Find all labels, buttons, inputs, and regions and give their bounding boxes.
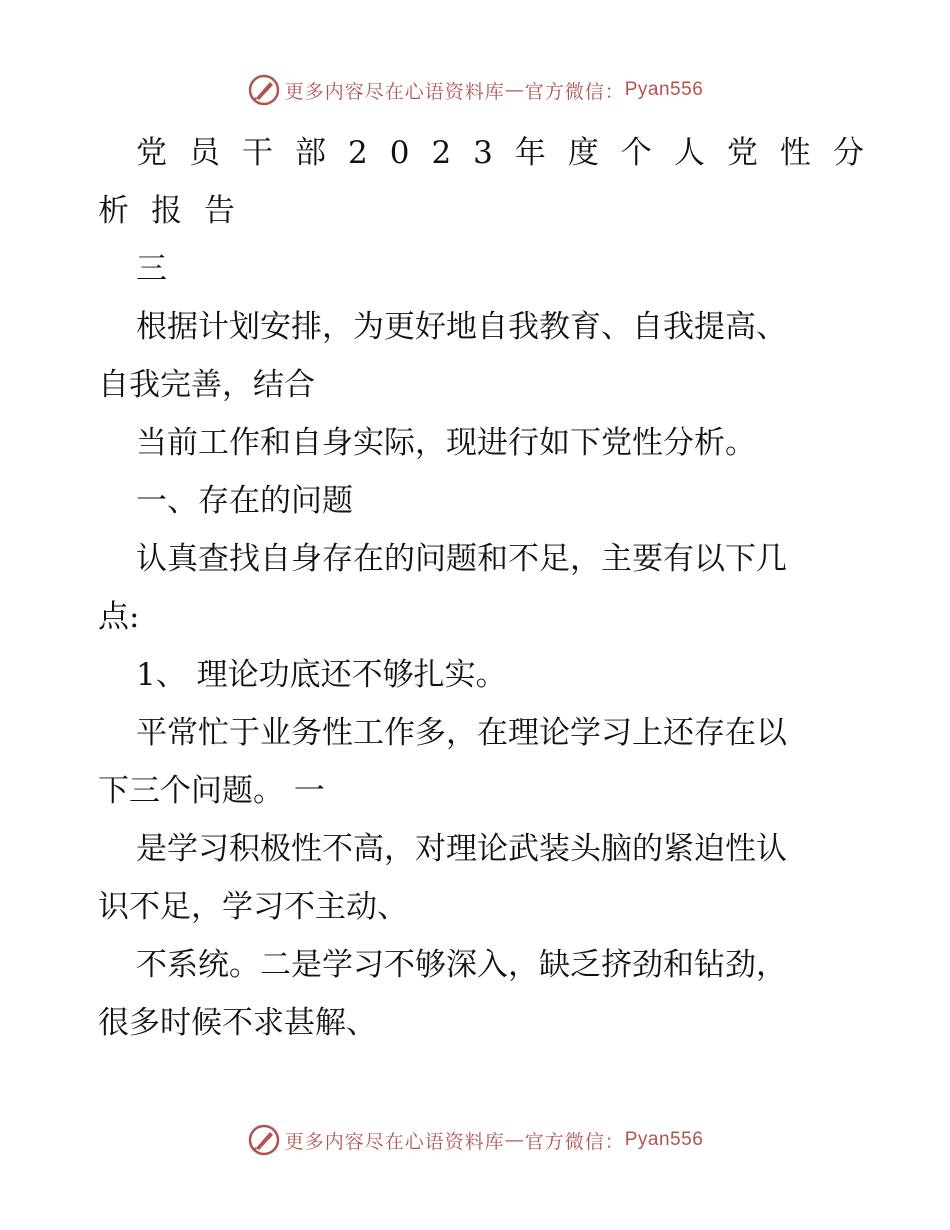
paragraph-line: 当前工作和自身实际，现进行如下党性分析。 <box>136 425 756 461</box>
section-heading: 一、存在的问题 <box>136 483 353 519</box>
document-title-line-1: 党员干部2023年度个人党性分 <box>136 135 886 171</box>
paragraph-line: 根据计划安排，为更好地自我教育、自我提高、 <box>136 309 787 345</box>
paragraph-line: 认真查找自身存在的问题和不足，主要有以下几 <box>136 541 787 577</box>
document-subtitle: 三 <box>136 251 167 287</box>
paragraph-line: 不系统。二是学习不够深入，缺乏挤劲和钻劲， <box>136 947 787 983</box>
document-body <box>98 124 886 1052</box>
footer-banner <box>0 1120 950 1160</box>
footer-wechat-label: 官方微信： <box>524 1130 625 1153</box>
paragraph-line: 自我完善，结合 <box>98 367 315 403</box>
paragraph-line: 是学习积极性不高，对理论武装头脑的紧迫性认 <box>136 831 787 867</box>
document-title-line-2: 析报告 <box>98 193 257 229</box>
paragraph-line: 平常忙于业务性工作多，在理论学习上还存在以 <box>136 715 787 751</box>
footer-brand: 更多内容尽在心语资料库 <box>284 1130 505 1153</box>
numbered-item: 1、 理论功底还不够扎实。 <box>136 657 507 693</box>
pen-logo-icon <box>247 73 281 107</box>
footer-separator: — <box>504 1129 525 1151</box>
header-separator: — <box>504 79 525 101</box>
paragraph-line: 很多时候不求甚解、 <box>98 1005 377 1041</box>
header-banner <box>0 70 950 110</box>
paragraph-line: 识不足，学习不主动、 <box>98 889 408 925</box>
pen-logo-icon <box>247 1123 281 1157</box>
paragraph-line: 下三个问题。 一 <box>98 773 325 809</box>
header-brand: 更多内容尽在心语资料库 <box>284 80 505 103</box>
header-wechat-id: Pyan556 <box>624 79 704 100</box>
footer-wechat-id: Pyan556 <box>624 1129 704 1150</box>
header-wechat-label: 官方微信： <box>524 80 625 103</box>
paragraph-line: 点: <box>98 599 140 635</box>
